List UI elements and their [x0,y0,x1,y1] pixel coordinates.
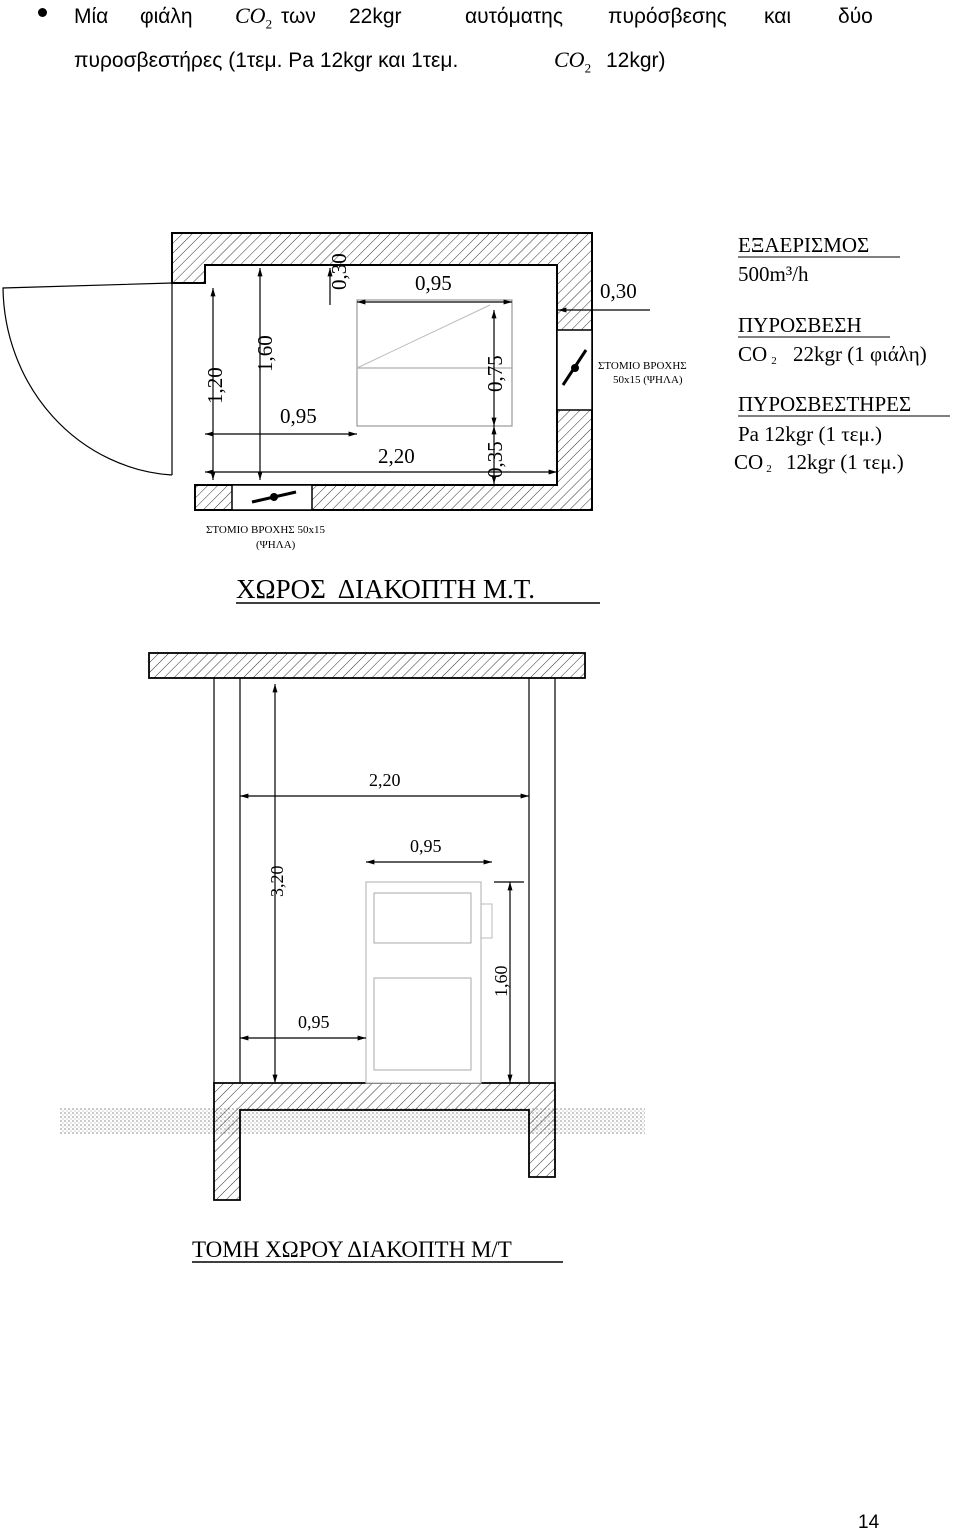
word: και [764,5,792,28]
legend-ext-title: ΠΥΡΟΣΒΕΣΗ [738,313,862,337]
dim-label: 1,60 [491,965,511,997]
dim-label: 2,20 [378,444,415,468]
word: 22kgr [349,5,402,28]
co2-formula: $CO_2$ [235,3,273,32]
ground [60,1108,645,1134]
section-drawing [60,653,645,1262]
door-swing [3,283,172,475]
dim-label: 1,20 [203,367,227,404]
dim-label: 0,30 [600,279,637,303]
dim-label: 0,75 [483,355,507,392]
dim-label: 0,95 [410,836,442,856]
switchgear-section [366,882,481,1083]
legend-ext-co: CO 2 [738,342,777,367]
legend-fe-co: CO 2 [734,450,772,475]
floor-slab [214,1083,555,1200]
word: φιάλη [140,5,193,28]
plan-title: ΧΩΡΟΣ ΔΙΑΚΟΠΤΗ Μ.Τ. [236,574,536,604]
legend [734,233,950,475]
legend-fe-co-value: 12kgr (1 τεμ.) [786,450,904,474]
plan-walls [172,233,592,510]
legend-vent-title: ΕΞΑΕΡΙΣΜΟΣ [738,233,870,257]
dim-label: 0,95 [298,1012,330,1032]
co2-formula: $CO_2$ [554,47,592,76]
dim-label: 0,30 [327,253,351,290]
word: αυτόματης [465,5,563,28]
dim-label: 2,20 [369,770,401,790]
vent-label-bottom: ΣΤΟΜΙΟ ΒΡΟΧΗΣ 50x15 [206,524,325,536]
section-title: ΤΟΜΗ ΧΩΡΟΥ ΔΙΑΚΟΠΤΗ Μ/Τ [192,1237,512,1262]
line2-text: πυροσβεστήρες (1τεμ. Pa 12kgr και 1τεμ. [74,49,459,72]
legend-fe-title: ΠΥΡΟΣΒΕΣΤΗΡΕΣ [738,392,912,416]
word: των [281,5,316,28]
vent-label-bottom: (ΨΗΛΑ) [256,539,296,551]
floor-plan [3,233,687,604]
legend-vent-value: 500m³/h [738,262,809,286]
page-number: 14 [858,1512,880,1533]
dim-label: 0,35 [483,441,507,478]
roof-slab [149,653,585,678]
legend-ext-value: 22kgr (1 φιάλη) [793,342,927,366]
legend-fe-pa: Pa 12kgr (1 τεμ.) [738,422,882,446]
dim-label: 3,20 [267,865,287,897]
word: Μία [74,5,109,28]
word: πυρόσβεσης [608,5,727,28]
vent-label-right: 50x15 (ΨΗΛΑ) [613,374,683,386]
vent-label-right: ΣΤΟΜΙΟ ΒΡΟΧΗΣ [598,360,687,372]
word: δύο [838,5,873,28]
dim-label: 1,60 [253,335,277,372]
line2-text: 12kgr) [606,49,666,72]
dim-label: 0,95 [280,404,317,428]
dim-label: 0,95 [415,271,452,295]
